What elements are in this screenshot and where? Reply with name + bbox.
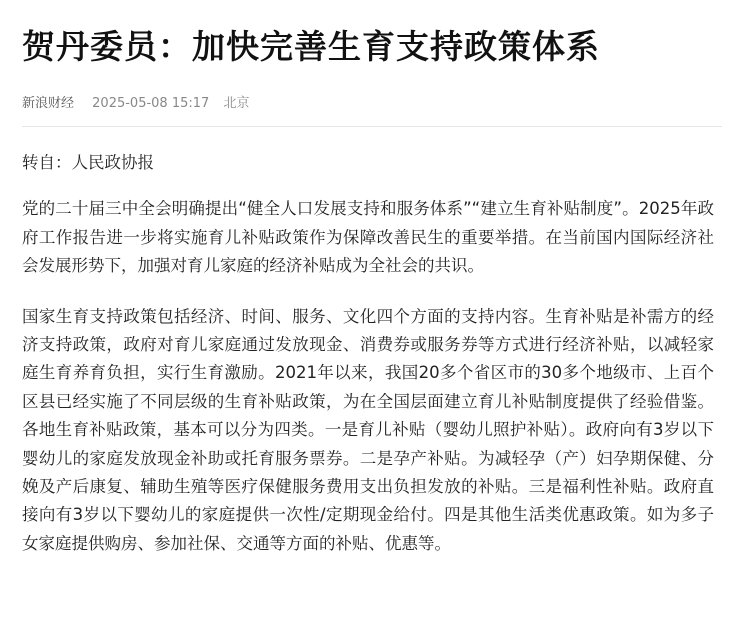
body-paragraph: 党的二十届三中全会明确提出“健全人口发展支持和服务体系”“建立生育补贴制度”。2025年政府工作报告进一步将实施育儿补贴政策作为保障改善民生的重要举措。在当前国内国际经济社会发展形势下，加强对育儿家庭的经济补贴成为全社会的共识。 (22, 199, 714, 276)
article-title: 贺丹委员：加快完善生育支持政策体系 (22, 27, 600, 66)
header-divider (22, 126, 722, 127)
repost-source: 转自：人民政协报 (22, 153, 154, 172)
article-meta (22, 94, 722, 114)
publish-datetime: 2025-05-08 15:17 (92, 96, 210, 111)
article (22, 0, 722, 580)
publish-location: 北京 (223, 96, 250, 111)
article-body (22, 149, 714, 558)
body-paragraph: 国家生育支持政策包括经济、时间、服务、文化四个方面的支持内容。生育补贴是补需方的经济支持政策，政府对育儿家庭通过发放现金、消费券或服务券等方式进行经济补贴，以减轻家庭生育养育负担，实行生育激励。2021年以来，我国20多个省区市的30多个地级市、上百个区县已经实施了不同层级的生育补贴政策，为在全国层面建立育儿补贴制度提供了经验借鉴。各地生育补贴政策，基本可以分为四类。一是育儿补贴（婴幼儿照护补贴）。政府向有3岁以下婴幼儿的家庭发放现金补助或托育服务票券。二是孕产补贴。为减轻孕（产）妇孕期保健、分娩及产后康复、辅助生殖等医疗保健服务费用支出负担发放的补贴。三是福利性补贴。政府直接向有3岁以下婴幼儿的家庭提供一次性/定期现金给付。四是其他生活类优惠政策。如为多子女家庭提供购房、参加社保、交通等方面的补贴、优惠等。 (22, 306, 714, 553)
source-link[interactable]: 新浪财经 (22, 96, 75, 111)
